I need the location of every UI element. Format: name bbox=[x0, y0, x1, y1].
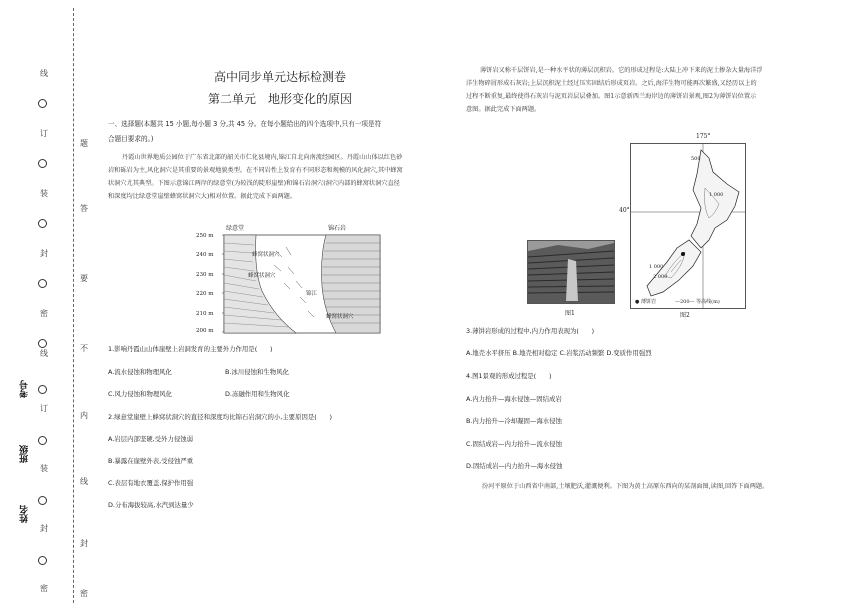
honeycomb-cave-label-1: 蜂窝状洞穴 bbox=[252, 252, 280, 258]
section-heading: 一、选择题(本题共 15 小题,每小题 3 分,共 45 分。在每小题给出的四个选项中,只有一项是符 合题目要求的。) bbox=[108, 120, 382, 143]
binding-label: 封 bbox=[40, 249, 48, 258]
pancake-rocks-photo bbox=[527, 240, 615, 304]
student-id-field[interactable]: 考号 bbox=[20, 380, 30, 398]
binding-label: 线 bbox=[40, 349, 48, 358]
inner-warning-char: 封 bbox=[80, 539, 88, 548]
question-1-option-a[interactable]: A.流水侵蚀和物理风化 bbox=[108, 368, 172, 376]
binding-label: 订 bbox=[40, 404, 48, 413]
contour-label-500: 500 bbox=[691, 156, 701, 162]
inner-warning-char: 线 bbox=[80, 477, 88, 486]
contour-label-2000: 2 000 bbox=[653, 274, 668, 280]
map-legend-site: ● 薄饼岩 bbox=[635, 299, 656, 305]
map-drawing bbox=[631, 144, 745, 308]
question-3-stem: 3.薄饼岩形成的过程中,内力作用表现为( ) bbox=[466, 327, 595, 335]
question-1-option-d[interactable]: D.冻融作用和生物风化 bbox=[225, 390, 290, 398]
contour-label-1000-south: 1 000 bbox=[649, 264, 664, 270]
question-4-option-c[interactable]: C.固结成岩—内力抬升—流水侵蚀 bbox=[466, 440, 562, 448]
binding-hole-circle bbox=[38, 436, 47, 445]
class-field[interactable]: 班级 bbox=[20, 445, 30, 463]
question-1-stem: 1.影响丹霞山山体崖壁上岩洞发育的主要外力作用是( ) bbox=[108, 345, 273, 353]
altitude-220: 220 m bbox=[196, 291, 214, 297]
altitude-230: 230 m bbox=[196, 272, 214, 278]
altitude-250: 250 m bbox=[196, 233, 214, 239]
binding-dashed-line bbox=[73, 8, 74, 603]
binding-label: 封 bbox=[40, 524, 48, 533]
question-4-option-d[interactable]: D.固结成岩—内力抬升—海水侵蚀 bbox=[466, 462, 563, 470]
inner-warning-char: 答 bbox=[80, 204, 88, 213]
question-4-stem: 4.图1景观的形成过程是( ) bbox=[466, 372, 552, 380]
figure-2-caption: 图2 bbox=[680, 312, 690, 319]
right-cliff-title: 锦石岩 bbox=[328, 225, 347, 232]
altitude-200: 200 m bbox=[196, 328, 214, 334]
inner-warning-char: 内 bbox=[80, 411, 88, 420]
honeycomb-cave-label-2: 蜂窝状洞穴 bbox=[248, 273, 276, 279]
passage-pancake-rocks: 薄饼岩又称千层饼岩,是一种水平状的薄层沉积岩。它的形成过程是:大陆上冲下来的泥土掺杂大量海洋浮 洋生物碎屑形成石灰岩;上层沉积泥土经过压实固结后形成页岩。之后,海洋生物可能再次繁盛,又经历以上的 过程不断重复,最终使得石灰岩与泥页岩层层叠加。图1示意新西兰海岸边的薄饼岩景观,图2为薄饼岩位置示 意图。据此完成下面两题。 bbox=[466, 67, 763, 113]
question-2-stem: 2.绿意堂崖壁上蜂窝状洞穴的直径和深度均比锦石岩洞穴的小,主要原因是( ) bbox=[108, 413, 333, 421]
map-legend-contour: —200— 等高线(m) bbox=[675, 299, 720, 305]
figure-1-caption: 图1 bbox=[565, 310, 575, 317]
binding-hole-circle bbox=[38, 279, 47, 288]
inner-warning-char: 密 bbox=[80, 589, 88, 598]
binding-label: 装 bbox=[40, 189, 48, 198]
question-1-option-c[interactable]: C.风力侵蚀和物理风化 bbox=[108, 390, 173, 398]
binding-hole-circle bbox=[38, 99, 47, 108]
exam-subtitle: 第二单元 地形变化的原因 bbox=[207, 92, 352, 106]
binding-label: 订 bbox=[40, 129, 48, 138]
name-field[interactable]: 姓名 bbox=[20, 505, 30, 523]
binding-hole-circle bbox=[38, 159, 47, 168]
question-2-option-a[interactable]: A.岩层内部坚硬,受外力侵蚀弱 bbox=[108, 435, 194, 443]
contour-label-1000-north: 1 000 bbox=[709, 192, 724, 198]
latitude-label: 40° bbox=[619, 207, 630, 214]
danxia-cross-section-figure bbox=[196, 223, 381, 335]
inner-warning-char: 要 bbox=[80, 274, 88, 283]
question-4-option-a[interactable]: A.内力抬升—海水侵蚀—固结成岩 bbox=[466, 395, 562, 403]
longitude-label: 175° bbox=[696, 133, 711, 140]
binding-label: 线 bbox=[40, 69, 48, 78]
altitude-210: 210 m bbox=[196, 311, 214, 317]
photo-rock-strata bbox=[528, 241, 614, 303]
exam-title: 高中同步单元达标检测卷 bbox=[213, 70, 346, 84]
passage-fenhe-plain: 汾河平原位于山西省中南部,土壤肥沃,灌溉便利。下图为黄土高原东西向的某剖面图,读图,回答下面两题。 bbox=[482, 483, 769, 490]
binding-hole-circle bbox=[38, 339, 47, 348]
question-2-option-d[interactable]: D.分布海拔较高,水汽到达量少 bbox=[108, 501, 194, 509]
honeycomb-cave-label-3: 蜂窝状洞穴 bbox=[326, 314, 354, 320]
jinjiang-river-label: 锦江 bbox=[306, 291, 318, 297]
question-2-option-c[interactable]: C.表层有地衣覆盖,保护作用强 bbox=[108, 479, 194, 487]
binding-hole-circle bbox=[38, 219, 47, 228]
question-3-options[interactable]: A.地壳水平挤压 B.地壳相对稳定 C.岩浆活动频繁 D.变质作用强烈 bbox=[466, 349, 652, 357]
question-4-option-b[interactable]: B.内力抬升—冷却凝固—海水侵蚀 bbox=[466, 417, 562, 425]
inner-warning-char: 不 bbox=[80, 344, 88, 353]
binding-label: 密 bbox=[40, 309, 48, 318]
binding-label: 密 bbox=[40, 584, 48, 593]
binding-label: 装 bbox=[40, 464, 48, 473]
question-2-option-b[interactable]: B.暴露在崖壁外表,受侵蚀严重 bbox=[108, 457, 194, 465]
passage-danxia: 丹霞山世界地质公园位于广东省北部的韶关市仁化县境内,锦江自北向南流经园区。丹霞山山体以红色砂 岩和砾岩为主,风化洞穴是其重要的景观地貌类型。在不同岩性上发育有不同形态和规模的风化洞穴,其中蜂窝 状洞穴尤其典型。下图示意锦江两岸的绿意堂(为较浅的陡形崖壁)和锦石岩洞穴(洞穴内部的蜂窝状洞穴直径 和深度均比绿意堂崖壁蜂窝状洞穴大)相对位置。据此完成下面两题。 bbox=[108, 154, 403, 200]
inner-warning-char: 题 bbox=[80, 139, 88, 148]
new-zealand-map bbox=[630, 143, 746, 309]
binding-hole-circle bbox=[38, 556, 47, 565]
left-cliff-title: 绿意堂 bbox=[226, 225, 245, 232]
binding-hole-circle bbox=[38, 496, 47, 505]
question-1-option-b[interactable]: B.冰川侵蚀和生物风化 bbox=[225, 368, 289, 376]
binding-hole-circle bbox=[38, 385, 47, 394]
altitude-240: 240 m bbox=[196, 252, 214, 258]
